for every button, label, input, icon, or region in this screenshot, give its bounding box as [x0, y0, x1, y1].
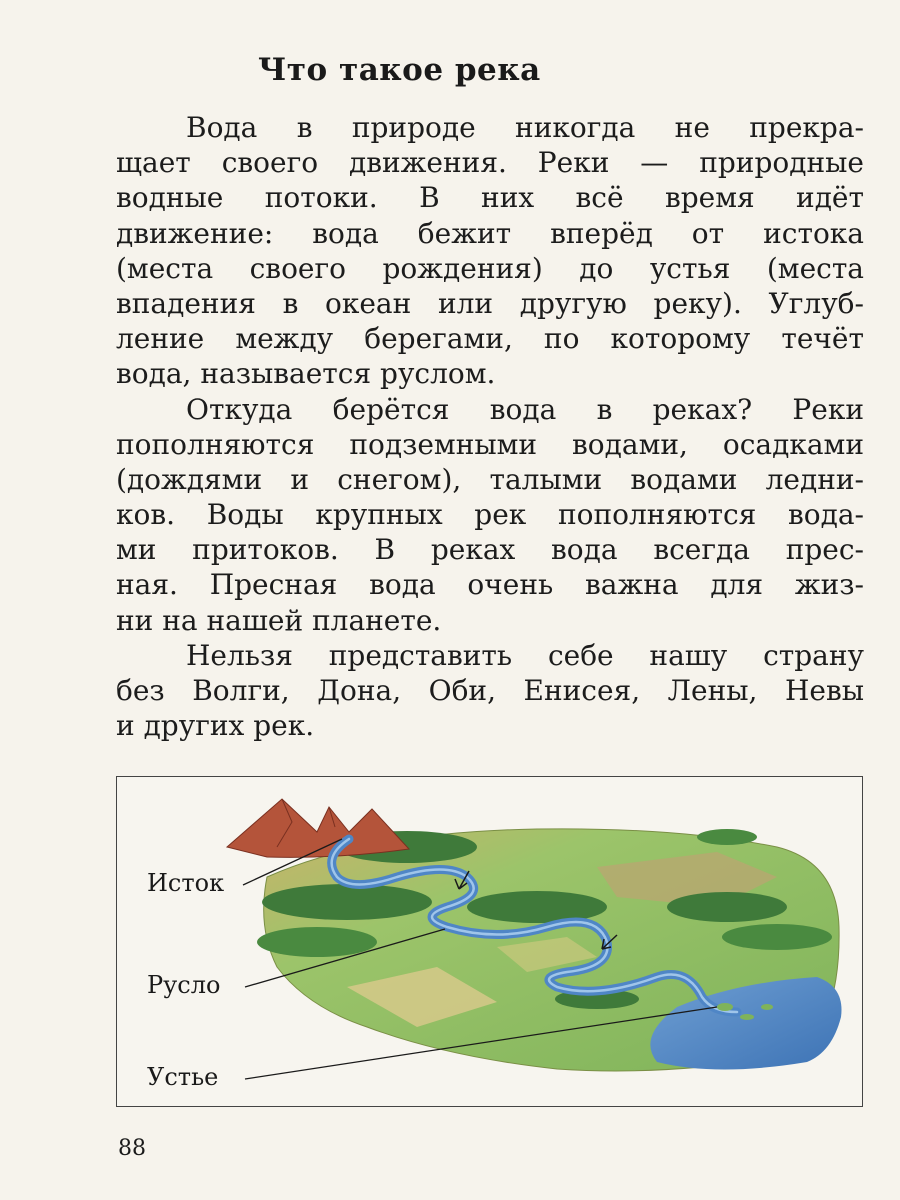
text-line: ная. Пресная вода очень важна для жиз-: [116, 568, 864, 602]
page-title: Что такое река: [258, 52, 541, 88]
text-line: движение: вода бежит вперёд от истока: [116, 216, 864, 250]
forest-patch: [257, 927, 377, 957]
river-illustration: [117, 777, 864, 1108]
text-line: и других рек.: [116, 709, 315, 743]
page-number: 88: [118, 1136, 146, 1161]
text-line: ление между берегами, по которому течёт: [116, 322, 864, 356]
paragraph-1: [116, 110, 864, 392]
delta-island: [740, 1014, 754, 1020]
source-label: Исток: [147, 869, 225, 897]
body-text: [116, 110, 864, 743]
channel-label: Русло: [147, 971, 221, 999]
paragraph-3: [116, 638, 864, 744]
text-line: Нельзя представить себе нашу страну: [186, 638, 864, 672]
forest-patch: [467, 891, 607, 923]
forest-patch: [722, 924, 832, 950]
delta-island: [761, 1004, 773, 1010]
text-line: (дождями и снегом), талыми водами ледни-: [116, 462, 864, 496]
text-line: щает своего движения. Реки — природные: [116, 146, 864, 180]
text-line: вода, называется руслом.: [116, 357, 496, 391]
text-line: ков. Воды крупных рек пополняются вода-: [116, 498, 864, 532]
text-line: ми притоков. В реках вода всегда прес-: [116, 533, 864, 567]
text-line: (места своего рождения) до устья (места: [116, 251, 864, 285]
text-line: впадения в океан или другую реку). Углуб-: [116, 286, 864, 320]
text-line: пополняются подземными водами, осадками: [116, 427, 864, 461]
mountain-range: [227, 799, 409, 857]
text-line: без Волги, Дона, Оби, Енисея, Лены, Невы: [116, 674, 864, 707]
forest-patch: [667, 892, 787, 922]
forest-patch: [262, 884, 432, 920]
text-line: водные потоки. В них всё время идёт: [116, 181, 864, 215]
river-diagram: [116, 776, 863, 1107]
delta-island: [717, 1003, 733, 1011]
mouth-label: Устье: [147, 1063, 219, 1091]
forest-patch: [697, 829, 757, 845]
text-line: ни на нашей планете.: [116, 603, 442, 637]
text-line: Вода в природе никогда не прекра-: [186, 111, 864, 144]
text-line: Откуда берётся вода в реках? Реки: [186, 392, 864, 426]
paragraph-2: [116, 392, 864, 638]
